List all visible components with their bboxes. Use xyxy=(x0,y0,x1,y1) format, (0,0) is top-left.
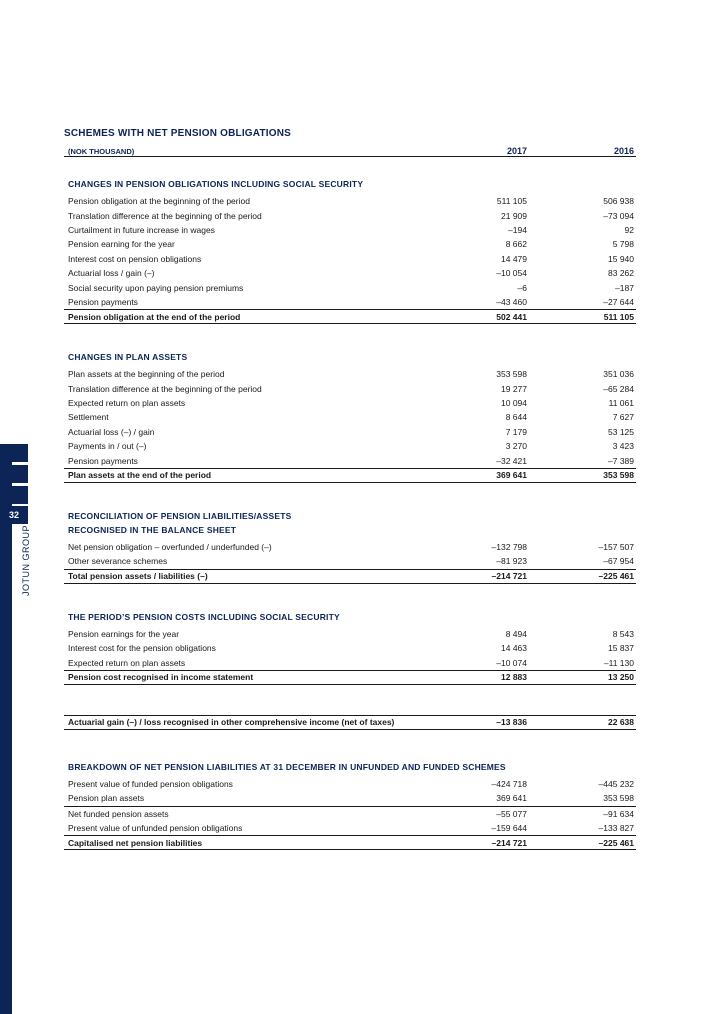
total-label: Actuarial gain (–) / loss recognised in other comprehensive income (net of taxes) xyxy=(68,717,395,728)
pension-table xyxy=(64,126,636,850)
value-2016: 83 262 xyxy=(608,268,634,279)
value-2017: 8 662 xyxy=(505,239,527,250)
column-header-2016: 2016 xyxy=(613,146,634,156)
table-row xyxy=(64,540,636,554)
row-label: Actuarial loss / gain (–) xyxy=(68,268,155,279)
reconciliation-total-row xyxy=(64,569,636,584)
row-label: Actuarial loss (–) / gain xyxy=(68,426,155,437)
table-row xyxy=(64,554,636,568)
value-2016: 11 061 xyxy=(608,398,634,409)
section-title-breakdown: BREAKDOWN OF NET PENSION LIABILITIES AT 31 DECEMBER IN UNFUNDED AND FUNDED SCHEMES xyxy=(68,761,506,772)
value-2017: 3 270 xyxy=(505,441,527,452)
value-2016: –27 644 xyxy=(603,296,634,307)
value-2016: –133 827 xyxy=(598,823,634,834)
value-2016: –65 284 xyxy=(603,383,634,394)
table-row xyxy=(64,453,636,467)
total-label: Pension cost recognised in income statement xyxy=(68,672,254,683)
value-2017: 14 463 xyxy=(501,643,527,654)
table-row xyxy=(64,627,636,641)
value-2016: 351 036 xyxy=(603,369,634,380)
row-label: Pension payments xyxy=(68,296,138,307)
value-2017: –10 054 xyxy=(496,268,527,279)
value-2017: –32 421 xyxy=(496,455,527,466)
breakdown-total-row xyxy=(64,835,636,850)
value-2016: 7 627 xyxy=(612,412,634,423)
costs-total-row xyxy=(64,670,636,685)
value-2016: 8 543 xyxy=(612,628,634,639)
total-2017: 369 641 xyxy=(496,470,527,481)
row-label: Pension earning for the year xyxy=(68,239,175,250)
row-label: Plan assets at the beginning of the period xyxy=(68,369,225,380)
total-label: Plan assets at the end of the period xyxy=(68,470,212,481)
page-number: 32 xyxy=(0,506,28,524)
actuarial-total-row xyxy=(64,715,636,730)
table-row xyxy=(64,807,636,821)
plan-assets-total-row xyxy=(64,468,636,483)
row-label: Other severance schemes xyxy=(68,556,168,567)
value-2017: –81 923 xyxy=(496,556,527,567)
value-2017: –132 798 xyxy=(491,542,527,553)
row-label: Payments in / out (–) xyxy=(68,441,147,452)
sidebar-block xyxy=(0,486,28,504)
table-row xyxy=(64,439,636,453)
row-label: Expected return on plan assets xyxy=(68,657,186,668)
table-row xyxy=(64,425,636,439)
table-row xyxy=(64,641,636,655)
value-2016: 5 798 xyxy=(612,239,634,250)
row-label: Pension obligation at the beginning of the period xyxy=(68,196,250,207)
value-2017: 14 479 xyxy=(501,253,527,264)
breakdown-rows-b xyxy=(64,806,636,836)
value-2016: 15 940 xyxy=(608,253,634,264)
row-label: Pension earnings for the year xyxy=(68,628,180,639)
row-label: Net funded pension assets xyxy=(68,808,169,819)
value-2017: –194 xyxy=(508,224,527,235)
value-2017: –55 077 xyxy=(496,808,527,819)
total-2016: 22 638 xyxy=(608,717,634,728)
table-row xyxy=(64,777,636,791)
total-2017: 12 883 xyxy=(501,672,527,683)
value-2017: 8 494 xyxy=(505,628,527,639)
section-title-reconciliation-1: RECONCILIATION OF PENSION LIABILITIES/ASSETS xyxy=(68,510,292,521)
total-2017: –214 721 xyxy=(491,837,527,848)
value-2017: –424 718 xyxy=(491,779,527,789)
value-2016: –67 954 xyxy=(603,556,634,567)
value-2016: –7 389 xyxy=(608,455,634,466)
row-label: Present value of funded pension obligations xyxy=(68,779,233,789)
value-2017: 369 641 xyxy=(496,793,527,804)
row-label: Present value of unfunded pension obligations xyxy=(68,823,243,834)
table-row xyxy=(64,194,636,208)
total-label: Capitalised net pension liabilities xyxy=(68,837,203,848)
table-row xyxy=(64,655,636,669)
value-2017: –43 460 xyxy=(496,296,527,307)
value-2017: –159 644 xyxy=(491,823,527,834)
value-2016: 506 938 xyxy=(603,196,634,207)
total-2016: –225 461 xyxy=(598,571,634,582)
total-2017: –13 836 xyxy=(496,717,527,728)
costs-rows xyxy=(64,627,636,670)
row-label: Interest cost on pension obligations xyxy=(68,253,202,264)
value-2016: 3 423 xyxy=(612,441,634,452)
value-2016: 353 598 xyxy=(603,793,634,804)
breakdown-rows-a xyxy=(64,777,636,806)
sidebar-block xyxy=(0,444,28,462)
table-row xyxy=(64,396,636,410)
total-2016: 13 250 xyxy=(608,672,634,683)
value-2016: –11 130 xyxy=(603,657,634,668)
obligations-rows xyxy=(64,194,636,309)
value-2016: –445 232 xyxy=(598,779,634,789)
value-2017: 19 277 xyxy=(501,383,527,394)
value-2017: 353 598 xyxy=(496,369,527,380)
column-header-2017: 2017 xyxy=(506,146,527,156)
table-row xyxy=(64,367,636,381)
value-2017: 21 909 xyxy=(501,210,527,221)
total-2017: 502 441 xyxy=(496,311,527,322)
table-row xyxy=(64,295,636,309)
row-label: Curtailment in future increase in wages xyxy=(68,224,215,235)
total-label: Pension obligation at the end of the period xyxy=(68,311,241,322)
value-2016: 92 xyxy=(624,224,634,235)
obligations-total-row xyxy=(64,309,636,324)
sidebar-block xyxy=(0,465,28,483)
column-header-row xyxy=(64,142,636,157)
table-row xyxy=(64,410,636,424)
value-2016: –91 634 xyxy=(603,808,634,819)
section-title-obligations: CHANGES IN PENSION OBLIGATIONS INCLUDING SOCIAL SECURITY xyxy=(68,179,364,189)
value-2016: 15 837 xyxy=(608,643,634,654)
section-title-costs: THE PERIOD’S PENSION COSTS INCLUDING SOCIAL SECURITY xyxy=(68,611,340,622)
value-2016: –157 507 xyxy=(598,542,634,553)
value-2017: 511 105 xyxy=(496,196,527,207)
section-title-plan-assets: CHANGES IN PLAN ASSETS xyxy=(68,352,188,363)
unit-label: (NOK THOUSAND) xyxy=(68,147,135,156)
table-row xyxy=(64,252,636,266)
value-2017: –10 074 xyxy=(496,657,527,668)
total-label: Total pension assets / liabilities (–) xyxy=(68,571,208,582)
value-2016: –187 xyxy=(615,282,634,293)
table-row xyxy=(64,266,636,280)
plan-assets-rows xyxy=(64,367,636,468)
value-2016: –73 094 xyxy=(603,210,634,221)
row-label: Translation difference at the beginning of the period xyxy=(68,210,262,221)
total-2016: –225 461 xyxy=(598,837,634,848)
row-label: Social security upon paying pension premiums xyxy=(68,282,244,293)
row-label: Translation difference at the beginning of the period xyxy=(68,383,262,394)
total-2016: 353 598 xyxy=(603,470,634,481)
table-row xyxy=(64,821,636,835)
total-2017: –214 721 xyxy=(491,571,527,582)
row-label: Net pension obligation – overfunded / underfunded (–) xyxy=(68,542,272,553)
section-title-reconciliation-2: RECOGNISED IN THE BALANCE SHEET xyxy=(68,524,237,535)
row-label: Interest cost for the pension obligations xyxy=(68,643,216,654)
table-row xyxy=(64,237,636,251)
value-2017: –6 xyxy=(517,282,527,293)
sidebar-strip xyxy=(0,444,12,1014)
total-2016: 511 105 xyxy=(603,311,634,322)
table-row xyxy=(64,382,636,396)
value-2017: 10 094 xyxy=(501,398,527,409)
row-label: Settlement xyxy=(68,412,109,423)
table-row xyxy=(64,223,636,237)
row-label: Pension plan assets xyxy=(68,793,145,804)
table-row xyxy=(64,280,636,294)
row-label: Pension payments xyxy=(68,455,138,466)
value-2017: 7 179 xyxy=(505,426,527,437)
company-name: JOTUN GROUP xyxy=(21,524,31,596)
table-row xyxy=(64,208,636,222)
value-2016: 53 125 xyxy=(608,426,634,437)
row-label: Expected return on plan assets xyxy=(68,398,186,409)
table-row xyxy=(64,791,636,805)
page-title: SCHEMES WITH NET PENSION OBLIGATIONS xyxy=(64,128,292,139)
reconciliation-rows xyxy=(64,540,636,569)
value-2017: 8 644 xyxy=(505,412,527,423)
